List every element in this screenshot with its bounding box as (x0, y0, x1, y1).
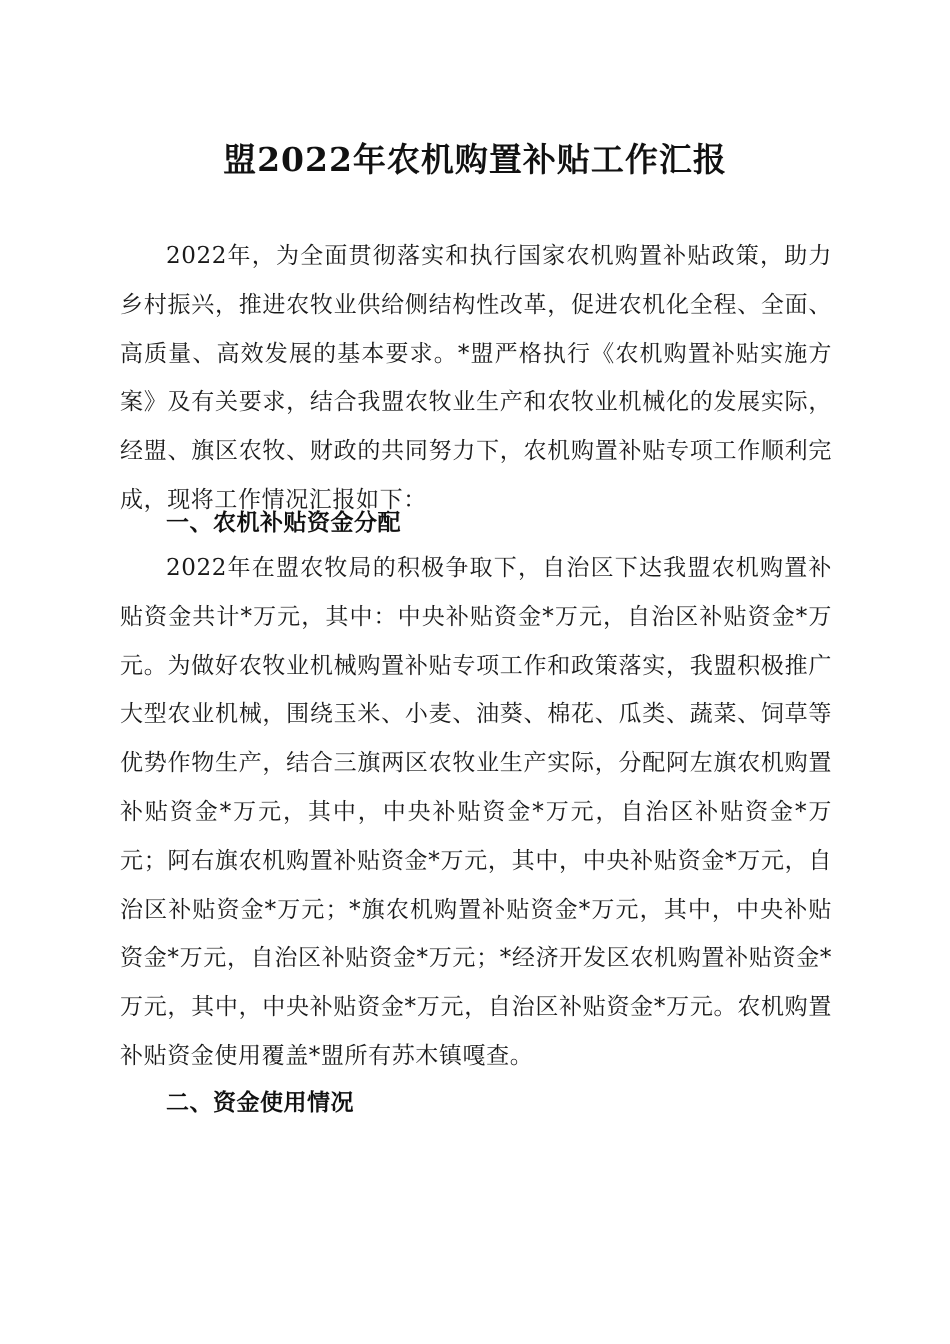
fund-allocation-paragraph: 2022年在盟农牧局的积极争取下，自治区下达我盟农机购置补贴资金共计*万元，其中：中央补贴资金*万元，自治区补贴资金*万元。为做好农牧业机械购置补贴专项工作和政策落实，我盟积极推广大型农业机械，围绕玉米、小麦、油葵、棉花、瓜类、蔬菜、饲草等优势作物生产，结合三旗两区农牧业生产实际，分配阿左旗农机购置补贴资金*万元，其中，中央补贴资金*万元，自治区补贴资金*万元；阿右旗农机购置补贴资金*万元，其中，中央补贴资金*万元，自治区补贴资金*万元；*旗农机购置补贴资金*万元，其中，中央补贴资金*万元，自治区补贴资金*万元；*经济开发区农机购置补贴资金*万元，其中，中央补贴资金*万元，自治区补贴资金*万元。农机购置补贴资金使用覆盖*盟所有苏木镇嘎查。 (120, 555, 832, 1069)
document-title: 盟2022年农机购置补贴工作汇报 (223, 140, 727, 179)
section-heading-fund-allocation: 一、农机补贴资金分配 (166, 510, 401, 536)
section-heading-fund-usage: 二、资金使用情况 (166, 1090, 354, 1116)
intro-paragraph: 2022年，为全面贯彻落实和执行国家农机购置补贴政策，助力乡村振兴，推进农牧业供给侧结构性改革，促进农机化全程、全面、高质量、高效发展的基本要求。*盟严格执行《农机购置补贴实施方案》及有关要求，结合我盟农牧业生产和农牧业机械化的发展实际，经盟、旗区农牧、财政的共同努力下，农机购置补贴专项工作顺利完成，现将工作情况汇报如下： (120, 243, 832, 513)
